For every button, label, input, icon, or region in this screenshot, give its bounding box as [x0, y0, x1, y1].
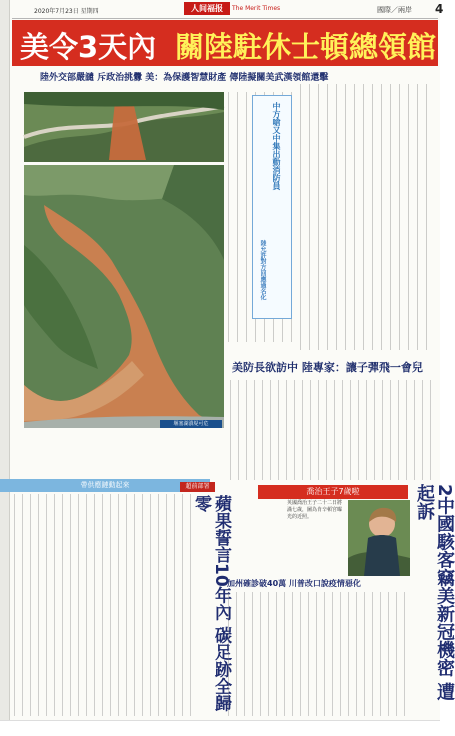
sidebar-title: 中方嗆又中集出動消防員	[272, 102, 281, 190]
california-body-text	[228, 592, 410, 716]
landslide-photo-small	[24, 92, 224, 162]
sidebar-note: 陸允許對方回應過名化	[259, 240, 266, 300]
left-margin-strip	[0, 0, 10, 735]
feature-tag: 超前部署	[180, 482, 215, 492]
apple-body-text-left	[14, 494, 192, 716]
main-headline-right: 關陸駐休士頓總領館	[175, 30, 437, 64]
hacker-headline: 2中國駭客竊美新冠機密 遭起訴	[414, 484, 455, 701]
prince-george-text: 英國喬治王子二十二日將滿七歲，圖為肯辛頓宮曝光的近照。	[287, 500, 343, 520]
masthead	[12, 0, 444, 19]
issue-date: 2020年7月23日 星期四	[34, 8, 99, 15]
landslide-photo-large	[24, 165, 224, 428]
supply-chain-band: 帶供應鏈動起來	[0, 479, 210, 492]
prince-george-title: 喬治王子7歲啦	[258, 485, 408, 499]
section-name: 國際／兩岸	[377, 6, 412, 14]
main-subheadline: 陸外交部嚴譴 斥政治挑釁 美：為保護智慧財產 傳陸擬關美武漢領館還擊	[40, 73, 329, 83]
apple-headline: 蘋果誓言10年內 碳足跡全歸零	[191, 495, 231, 712]
newspaper-english-name: The Merit Times	[232, 5, 281, 12]
body-text-columns-right	[300, 84, 432, 350]
page-bottom-margin	[0, 720, 440, 736]
photo-caption-label: 堰塞湖潰堤可危	[160, 420, 222, 428]
main-headline-left: 美令3天內	[20, 30, 157, 64]
prince-george-photo	[348, 500, 410, 576]
defense-headline: 美防長欲訪中 陸專家：讓子彈飛一會兒	[232, 361, 423, 374]
california-headline: 加州確診破40萬 川普改口說疫情惡化	[227, 579, 361, 588]
page-number: 4	[435, 2, 444, 16]
defense-body-text	[230, 380, 434, 480]
newspaper-logo: 人间福报	[184, 2, 230, 15]
